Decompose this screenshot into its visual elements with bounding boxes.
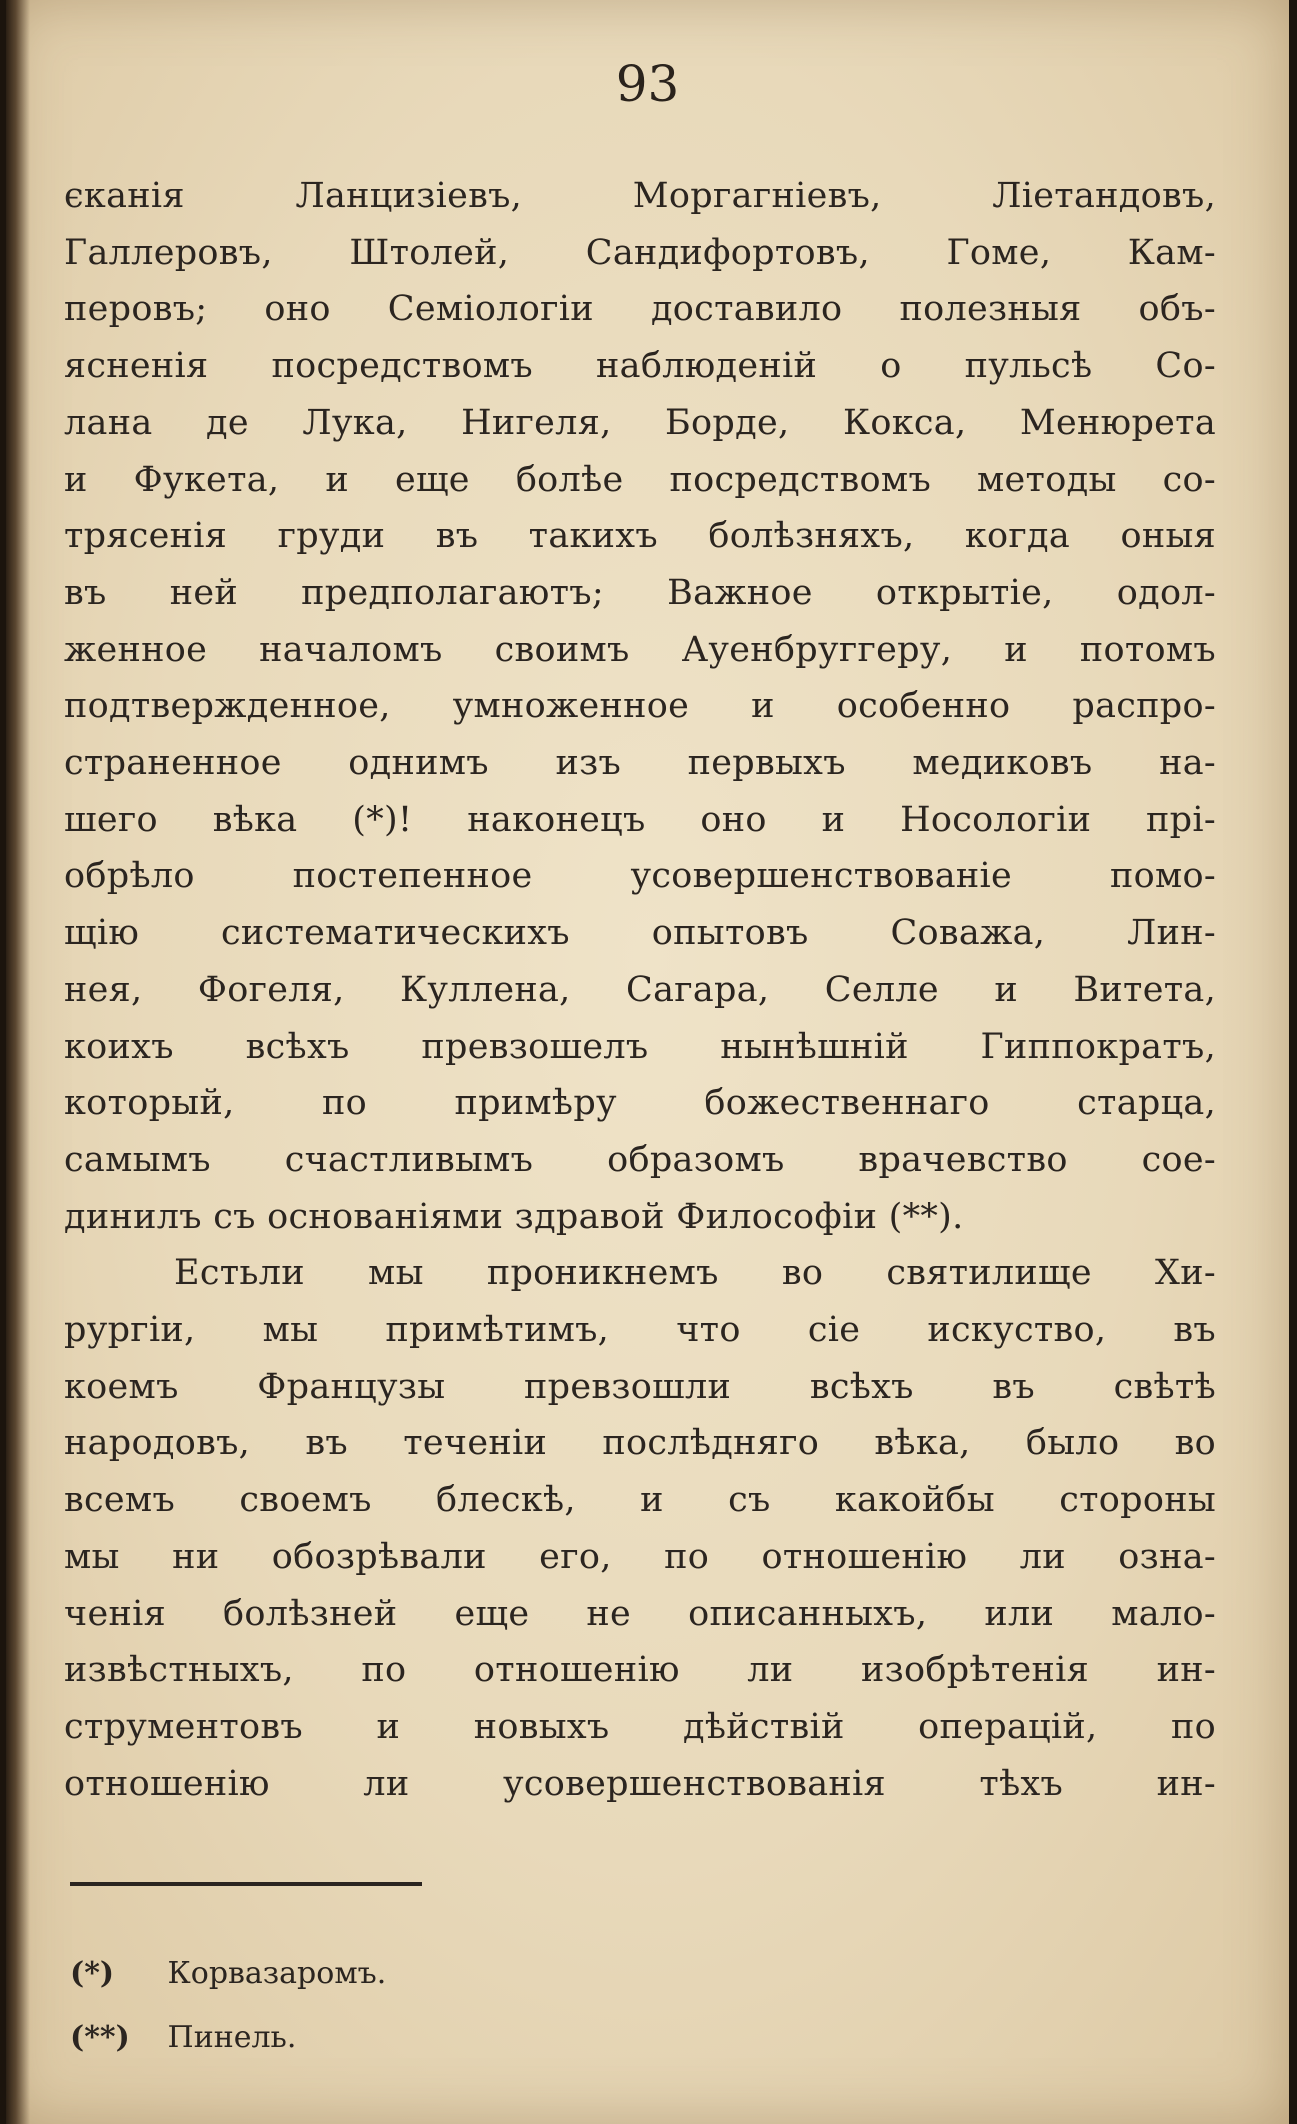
footnote-text: Пинель. — [167, 2020, 297, 2055]
text-line: нея, Фогеля, Куллена, Сагара, Селле и Витета, — [64, 969, 1216, 1010]
text-line: єканія Ланцизіевъ, Моргагніевъ, Ліетандовъ, — [64, 176, 1216, 216]
footnotes — [70, 1942, 386, 2070]
text-line: коемъ Французы превзошли всѣхъ въ свѣтѣ — [64, 1366, 1216, 1407]
footnote-text: Корвазаромъ. — [167, 1956, 387, 1991]
text-line: подтвержденное, умноженное и особенно распро- — [64, 686, 1216, 727]
text-line: рургіи, мы примѣтимъ, что сіе искуство, въ — [64, 1310, 1216, 1351]
text-line-paragraph-end: динилъ съ основаніями здравой Философіи (**). — [64, 1196, 964, 1237]
footnote — [70, 2006, 386, 2070]
text-line: извѣстныхъ, по отношенію ли изобрѣтенія ин- — [64, 1650, 1216, 1691]
text-line: женное началомъ своимъ Ауенбруггеру, и потомъ — [64, 629, 1216, 670]
text-line: отношенію ли усовершенствованія тѣхъ ин- — [64, 1763, 1216, 1804]
text-line: щію систематическихъ опытовъ Соважа, Лин- — [64, 913, 1216, 954]
text-line: Галлеровъ, Штолей, Сандифортовъ, Гоме, Кам- — [64, 232, 1216, 273]
text-line: обрѣло постепенное усовершенствованіе помо- — [64, 856, 1216, 897]
text-line: шего вѣка (*)! наконецъ оно и Носологіи прі- — [64, 799, 1216, 840]
text-line: въ ней предполагаютъ; Важное открытіе, одол- — [64, 572, 1216, 613]
text-line: коихъ всѣхъ превзошелъ нынѣшній Гиппократъ, — [64, 1026, 1216, 1067]
page-gutter-shadow — [6, 0, 30, 2124]
text-line: мы ни обозрѣвали его, по отношенію ли озна- — [64, 1536, 1216, 1577]
text-line: самымъ счастливымъ образомъ врачевство сое- — [64, 1139, 1216, 1180]
text-line: лана де Лука, Нигеля, Борде, Кокса, Менюрета — [64, 402, 1216, 443]
text-line: страненное однимъ изъ первыхъ медиковъ на- — [64, 743, 1216, 784]
footnote-mark: (*) — [70, 1956, 115, 1991]
page-number: 93 — [615, 55, 680, 113]
text-line: народовъ, въ теченіи послѣдняго вѣка, было во — [64, 1423, 1216, 1464]
body-text — [64, 168, 1216, 1812]
footnote-divider — [70, 1882, 422, 1886]
text-line-paragraph-start: Естьли мы проникнемъ во святилище Хи- — [174, 1253, 1216, 1294]
text-line: перовъ; оно Семіологіи доставило полезныя объ- — [64, 289, 1216, 330]
book-page — [6, 0, 1289, 2124]
text-line: который, по примѣру божественнаго старца, — [64, 1083, 1216, 1124]
footnote-mark: (**) — [70, 2020, 130, 2055]
text-line: ясненія посредствомъ наблюденій о пульсѣ Со- — [64, 346, 1216, 387]
text-line: струментовъ и новыхъ дѣйствій операцій, по — [64, 1706, 1216, 1747]
text-line: и Фукета, и еще болѣе посредствомъ методы со- — [64, 459, 1216, 500]
text-line: ченія болѣзней еще не описанныхъ, или мало- — [64, 1593, 1216, 1634]
text-line: всемъ своемъ блескѣ, и съ какойбы стороны — [64, 1480, 1216, 1521]
footnote — [70, 1942, 386, 2006]
text-line: трясенія груди въ такихъ болѣзняхъ, когда оныя — [64, 516, 1216, 557]
